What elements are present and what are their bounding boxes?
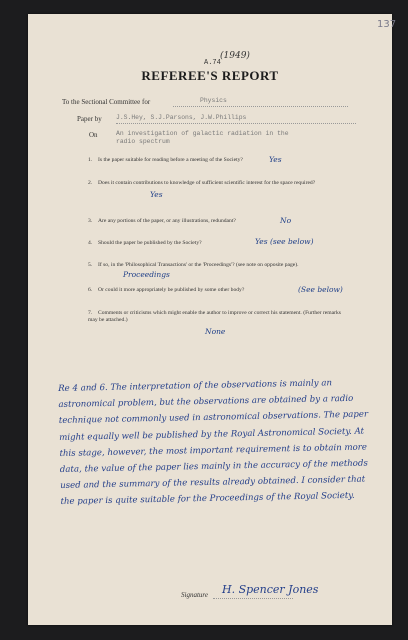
committee-value: Physics xyxy=(200,97,227,104)
paper-by-dotted-line xyxy=(116,123,356,124)
report-title: REFEREE'S REPORT xyxy=(141,68,279,83)
question-6: 6. Or could it more appropriately be published by some other body? xyxy=(88,287,245,293)
question-5: 5. If so, in the 'Philosophical Transactions' or the 'Proceedings'? (see note on opposite page). xyxy=(88,262,299,268)
answer-7: None xyxy=(205,327,226,336)
referee-report-sheet xyxy=(28,14,397,625)
on-label: On xyxy=(89,131,98,139)
answer-3: No xyxy=(280,216,292,225)
on-value-line1: An investigation of galactic radiation in the xyxy=(116,130,289,137)
on-value-line2: radio spectrum xyxy=(116,138,170,145)
reference-code: A.74 xyxy=(204,59,221,67)
signature-label: Signature xyxy=(181,591,208,599)
answer-4: Yes (see below) xyxy=(255,237,314,246)
handwritten-comment: Re 4 and 6. The interpretation of the observations is mainly an astronomical problem, but the observations are obtained by a radio technique not commonly used in astronomical observations. The paper might equally well be published by the Royal Astronomical Society. At this stage, however, the most important requirement is to obtain more data, the value of the paper lies mainly in the accuracy of the methods used and the summary of the results already obtained. I consider that the paper is quite suitable for the Proceedings of the Royal Society. xyxy=(58,378,369,508)
question-1: 1. Is the paper suitable for reading before a meeting of the Society? xyxy=(88,157,243,163)
answer-6: (See below) xyxy=(298,285,343,294)
signature-line xyxy=(213,598,293,599)
question-7: 7. Comments or criticisms which might enable the author to improve or correct his statement. (Further remarks may be attached.) xyxy=(88,310,341,323)
question-3: 3. Are any portions of the paper, or any illustrations, redundant? xyxy=(88,218,236,224)
question-4: 4. Should the paper be published by the Society? xyxy=(88,240,202,246)
committee-label: To the Sectional Committee for xyxy=(62,98,151,106)
answer-2: Yes xyxy=(150,190,163,199)
committee-dotted-line xyxy=(173,106,348,107)
signature: H. Spencer Jones xyxy=(222,583,319,596)
answer-5: Proceedings xyxy=(123,270,170,279)
archive-number: 137 xyxy=(377,19,397,30)
question-2: 2. Does it contain contributions to knowledge of sufficient scientific interest for the space required? xyxy=(88,180,316,186)
paper-by-label: Paper by xyxy=(77,115,102,123)
handwritten-year: (1949) xyxy=(220,51,250,61)
paper-by-value: J.S.Hey, S.J.Parsons, J.W.Phillips xyxy=(116,114,247,121)
answer-1: Yes xyxy=(269,155,282,164)
